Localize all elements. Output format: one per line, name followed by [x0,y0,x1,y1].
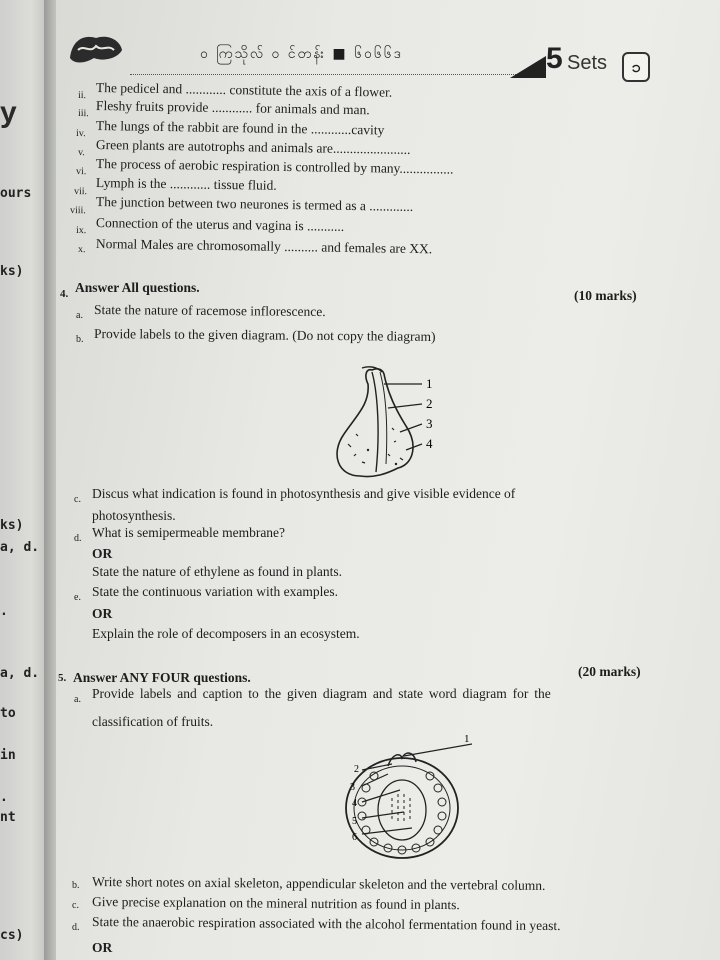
q4-item-text: State the nature of ethylene as found in plants. [92,564,343,579]
item-number: e. [74,592,81,603]
item-number: vii. [73,186,88,198]
question-number: 4. [60,288,69,300]
q3-item-text: Normal Males are chromosomally .......... and females are XX. [95,236,433,257]
left-page-fragment: . [0,604,8,619]
item-number: c. [74,494,81,505]
diagram-label: 4 [426,436,433,451]
item-number: ii. [77,90,87,102]
diagram-label: 1 [464,733,470,745]
sets-number: 5 [546,42,563,75]
or-separator: OR [92,606,113,621]
item-number: iv. [75,128,86,140]
left-page-fragment: ours [0,186,32,201]
question-number: 5. [58,672,67,684]
item-number: b. [72,880,80,891]
q5-item-text: Write short notes on axial skeleton, appendicular skeleton and the vertebral column. [91,874,546,893]
exam-page [56,0,720,960]
q3-item-text: The lungs of the rabbit are found in the ............cavity [95,118,385,138]
header-rule [130,74,530,75]
question-heading: Answer ANY FOUR questions. [73,670,251,685]
item-number: b. [76,334,84,345]
left-page-fragment: nt [0,810,16,825]
item-number: vi. [75,166,87,178]
item-number: d. [72,922,80,933]
item-number: x. [77,244,86,256]
left-page-fragment: . [0,790,8,805]
left-page-fragment: cs) [0,928,24,943]
q3-item-text: The junction between two neurones is termed as a ............. [95,194,414,214]
q5-item-text: classification of fruits. [92,714,214,729]
q3-item-text: Connection of the uterus and vagina is ........... [95,215,345,234]
left-page-fragment: a, d. [0,666,40,681]
item-number: a. [74,694,81,705]
q3-item-text: The process of aerobic respiration is controlled by many................ [95,156,454,177]
left-page-fragment: ks) [0,518,24,533]
q4-item-text: Provide labels to the given diagram. (Do not copy the diagram) [93,326,436,344]
left-page-fragment: y [0,96,17,129]
diagram-label: 3 [426,416,433,431]
item-number: ix. [75,225,87,237]
q5-item-text: Give precise explanation on the mineral nutrition as found in plants. [91,894,460,913]
q4-item-text: State the continuous variation with examples. [92,584,338,599]
q4-item-text: State the nature of racemose inflorescence. [93,302,326,320]
q5-item-text: Provide labels and caption to the given diagram and state word diagram for the [92,686,551,701]
q3-item-text: Fleshy fruits provide ............ for animals and man. [95,98,370,118]
q5-item-text: State the anaerobic respiration associated with the alcohol fermentation found in yeast. [91,914,561,934]
q3-item-text: The pedicel and ............ constitute the axis of a flower. [95,80,393,100]
left-page-fragment: a, d. [0,540,40,555]
diagram-label: 2 [354,764,359,775]
question-heading: Answer All questions. [75,280,200,295]
item-number: iii. [77,108,89,120]
diagram-label: 3 [350,782,355,793]
diagram-label: 5 [352,816,357,827]
fruit-section-diagram [292,728,472,866]
series-title: ဝ ကြသိုလ် ဝ င်တန်း ■ ၆ဝ၆၆ဒ [200,46,403,62]
publisher-logo-icon [64,28,126,66]
q4-item-text: What is semipermeable membrane? [92,525,286,540]
left-page-fragment: to [0,706,16,721]
or-separator: OR [92,546,113,561]
sets-chip: ၁ [622,52,650,82]
or-separator: OR [92,940,113,955]
sets-label: Sets [567,52,608,74]
q4-item-text: Explain the role of decomposers in an ecosystem. [92,626,360,641]
item-number: viii. [69,205,86,217]
q3-item-text: Green plants are autotrophs and animals are....................... [95,137,411,157]
q4-item-text: Discus what indication is found in photosynthesis and give visible evidence of [92,486,516,501]
question-marks: (20 marks) [578,664,641,679]
diagram-label: 2 [426,396,433,411]
diagram-label: 6 [352,832,357,843]
diagram-label: 1 [426,376,433,391]
item-number: d. [74,533,82,544]
q4-item-text: photosynthesis. [92,508,176,523]
inflorescence-diagram [326,364,446,484]
left-page-fragment: ks) [0,264,24,279]
item-number: v. [77,147,85,159]
page-header [56,0,720,86]
question-marks: (10 marks) [574,288,637,303]
item-number: c. [72,900,79,911]
item-number: a. [76,310,83,321]
diagram-label: 4 [352,798,357,809]
left-page-fragment: in [0,748,16,763]
q3-item-text: Lymph is the ............ tissue fluid. [95,175,277,193]
